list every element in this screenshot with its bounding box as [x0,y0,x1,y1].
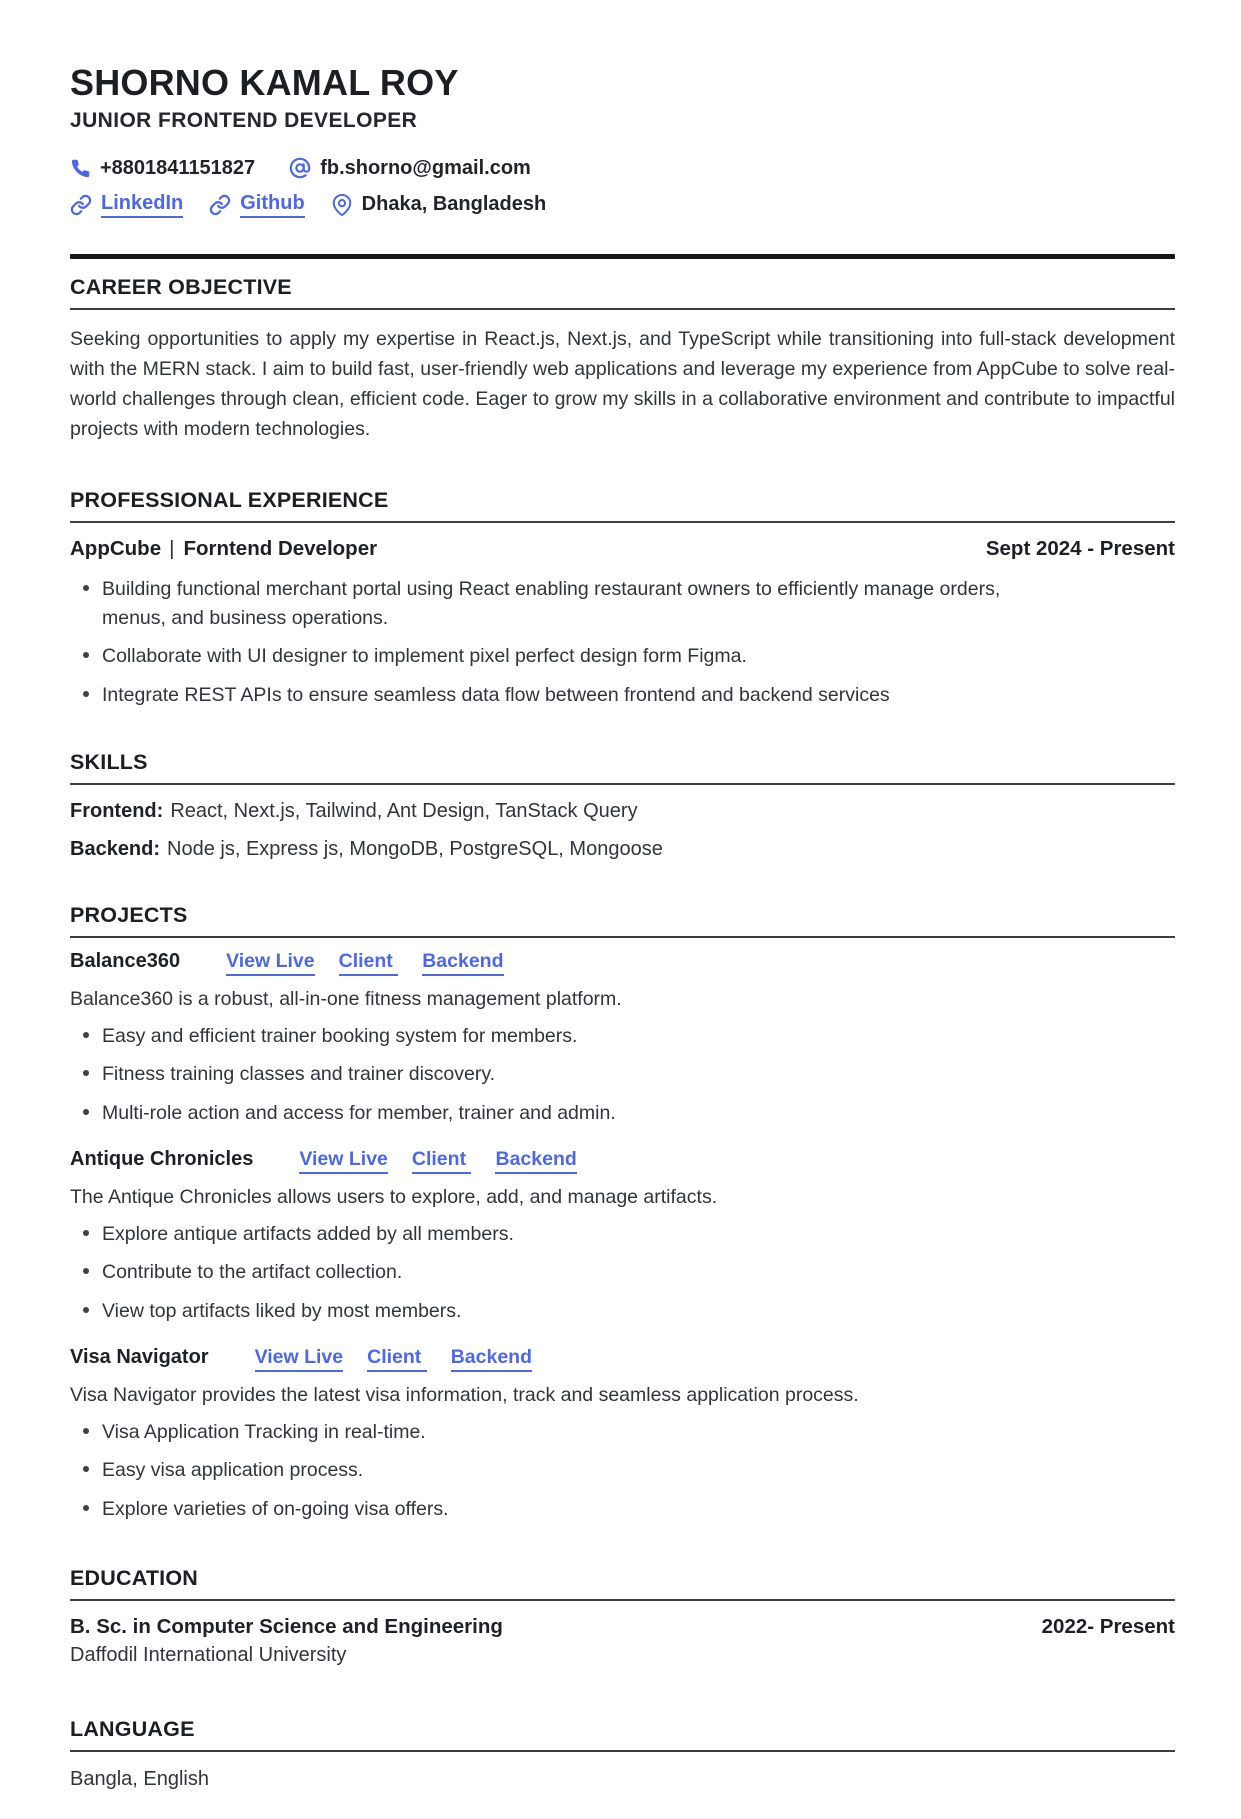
section-divider [70,308,1175,310]
linkedin-link[interactable]: LinkedIn [101,192,183,218]
top-divider [70,254,1175,259]
experience-bullet: Integrate REST APIs to ensure seamless data flow between frontend and backend services [70,681,1030,710]
project-bullets [70,1220,1175,1326]
section-experience [70,488,1175,710]
skill-row-frontend [70,800,1175,823]
project-antique-chronicles [70,1148,1175,1326]
project-header [70,1148,1175,1174]
phone-icon [70,158,91,179]
project-name: Balance360 [70,949,181,972]
skill-row-backend [70,838,1175,861]
project-name: Visa Navigator [70,1345,209,1368]
project-bullet: Multi-role action and access for member, trainer and admin. [70,1099,1030,1128]
section-projects [70,903,1175,1524]
skills-heading: SKILLS [70,749,148,774]
github-link[interactable]: Github [240,192,304,218]
project-bullet: Visa Application Tracking in real-time. [70,1418,1030,1447]
phone-number: +8801841151827 [100,156,256,179]
project-visa-navigator [70,1346,1175,1524]
email-address: fb.shorno@gmail.com [320,156,531,179]
project-bullet: Easy and efficient trainer booking system for members. [70,1022,1030,1051]
title-separator: | [169,536,175,560]
client-repo-link[interactable]: Client [367,1346,427,1372]
project-header [70,1346,1175,1372]
email-contact [289,157,531,180]
view-live-link[interactable]: View Live [255,1346,344,1372]
experience-header-row [70,537,1175,561]
resume-page [0,64,1241,1791]
phone-contact [70,157,255,180]
language-heading: LANGUAGE [70,1716,195,1741]
contact-row-1 [70,157,1175,180]
language-value: Bangla, English [70,1767,209,1790]
skill-label: Frontend: [70,799,164,822]
project-bullet: Easy visa application process. [70,1456,1030,1485]
link-icon [209,194,231,216]
project-links [255,1346,532,1372]
location-contact [331,193,547,216]
project-links [299,1148,576,1174]
location-pin-icon [331,194,353,216]
section-language [70,1717,1175,1791]
skill-value: React, Next.js, Tailwind, Ant Design, TanStack Query [170,799,638,822]
section-divider [70,783,1175,785]
project-name: Antique Chronicles [70,1147,254,1170]
project-description: The Antique Chronicles allows users to explore, add, and manage artifacts. [70,1185,718,1208]
degree-name: B. Sc. in Computer Science and Engineering [70,1614,503,1638]
contact-row-2 [70,192,1175,218]
location-text: Dhaka, Bangladesh [361,193,547,216]
project-description: Visa Navigator provides the latest visa information, track and seamless application process. [70,1383,859,1406]
project-bullet: Fitness training classes and trainer discovery. [70,1060,1030,1089]
view-live-link[interactable]: View Live [299,1148,388,1174]
section-divider [70,936,1175,938]
projects-heading: PROJECTS [70,902,188,927]
section-career-objective [70,275,1175,444]
project-bullets [70,1022,1175,1128]
candidate-name: SHORNO KAMAL ROY [70,62,459,103]
project-bullet: View top artifacts liked by most members. [70,1297,1030,1326]
career-objective-heading: CAREER OBJECTIVE [70,274,292,299]
experience-heading: PROFESSIONAL EXPERIENCE [70,487,389,512]
project-links [226,950,503,976]
link-icon [70,194,92,216]
backend-repo-link[interactable]: Backend [451,1346,532,1372]
project-bullet: Contribute to the artifact collection. [70,1258,1030,1287]
project-description: Balance360 is a robust, all-in-one fitness management platform. [70,987,622,1010]
project-bullets [70,1418,1175,1524]
skill-value: Node js, Express js, MongoDB, PostgreSQL, Mongoose [167,837,663,860]
section-divider [70,1750,1175,1752]
project-bullet: Explore varieties of on-going visa offers. [70,1495,1030,1524]
section-education [70,1566,1175,1667]
view-live-link[interactable]: View Live [226,950,315,976]
section-divider [70,1599,1175,1601]
job-title [70,537,377,561]
project-bullet: Explore antique artifacts added by all members. [70,1220,1030,1249]
experience-bullets [70,575,1175,710]
education-heading: EDUCATION [70,1565,199,1590]
job-dates: Sept 2024 - Present [985,536,1175,560]
client-repo-link[interactable]: Client [412,1148,472,1174]
company-name: AppCube [70,536,162,560]
experience-bullet: Building functional merchant portal using React enabling restaurant owners to efficiently manage orders, menus, and business operations. [70,575,1030,634]
education-dates: 2022- Present [1041,1614,1175,1638]
project-balance360 [70,950,1175,1128]
section-skills [70,750,1175,861]
client-repo-link[interactable]: Client [339,950,399,976]
github-contact [209,192,304,218]
backend-repo-link[interactable]: Backend [495,1148,576,1174]
section-divider [70,521,1175,523]
experience-bullet: Collaborate with UI designer to implement pixel perfect design form Figma. [70,642,1030,671]
skill-label: Backend: [70,837,161,860]
at-sign-icon [289,157,311,179]
job-role: Forntend Developer [183,536,378,560]
career-objective-text: Seeking opportunities to apply my expertise in React.js, Next.js, and TypeScript while transitioning into full-stack development with the MERN stack. I aim to build fast, user-friendly web applications and leverage my experience from AppCube to solve real-world challenges through clean, efficient code. Eager to grow my skills in a collaborative environment and contribute to impactful projects with modern technologies. [70,327,1175,440]
candidate-title: JUNIOR FRONTEND DEVELOPER [70,108,418,132]
backend-repo-link[interactable]: Backend [422,950,503,976]
education-header-row [70,1615,1175,1639]
project-header [70,950,1175,976]
linkedin-contact [70,192,183,218]
institution-name: Daffodil International University [70,1643,347,1666]
